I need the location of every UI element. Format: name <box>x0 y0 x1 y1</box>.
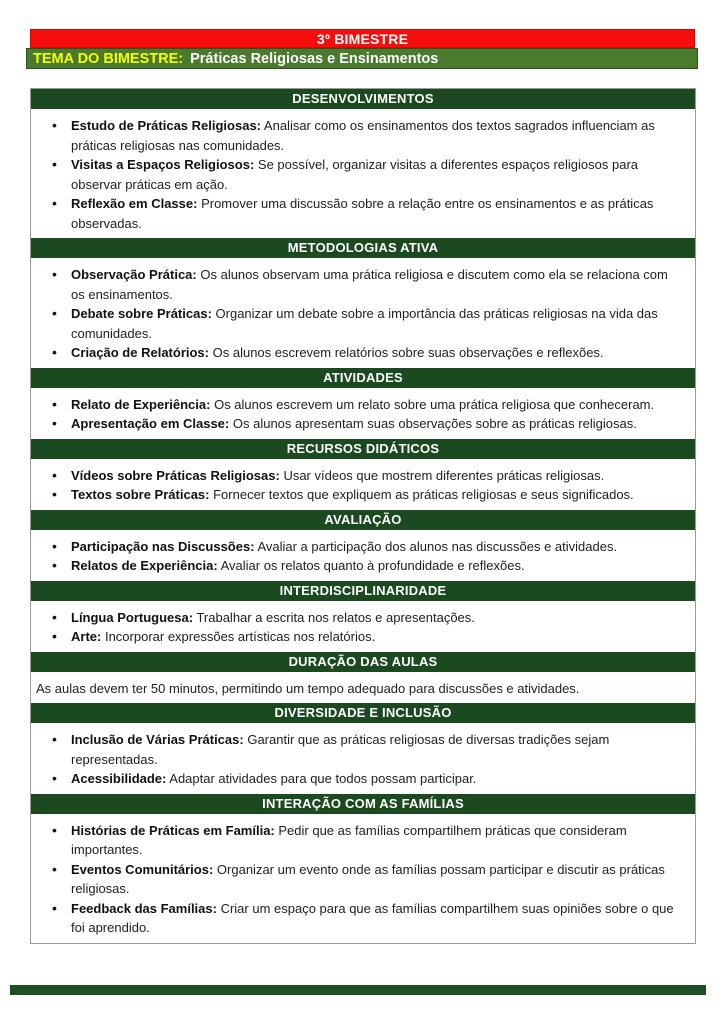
item-text: Os alunos observam uma prática religiosa e discutem como ela se relaciona com os ensinamentos. <box>71 267 668 302</box>
item-text: Pedir que as famílias compartilhem práticas que consideram importantes. <box>71 822 627 857</box>
list-item <box>31 304 685 343</box>
list-item <box>31 730 685 769</box>
footer-bar <box>10 985 706 995</box>
bullet-list <box>31 608 685 647</box>
list-item <box>31 769 685 789</box>
list-item <box>31 485 685 505</box>
theme-value: Práticas Religiosas e Ensinamentos <box>190 50 439 67</box>
section-header: RECURSOS DIDÁTICOS <box>31 439 695 459</box>
list-item <box>31 899 685 938</box>
item-label: Textos sobre Práticas: <box>71 487 210 502</box>
list-item <box>31 414 685 434</box>
item-label: Vídeos sobre Práticas Religiosas: <box>71 467 280 483</box>
section-header: AVALIAÇÃO <box>31 510 695 530</box>
section-content <box>31 672 695 704</box>
item-label: Debate sobre Práticas: <box>71 306 212 321</box>
item-text: Os alunos apresentam suas observações sobre as práticas religiosas. <box>232 416 637 431</box>
theme-bar <box>26 48 698 69</box>
section-paragraph: As aulas devem ter 50 minutos, permitindo um tempo adequado para discussões e atividades. <box>36 680 580 696</box>
item-label: Criação de Relatórios: <box>71 345 209 360</box>
item-text: Avaliar os relatos quanto à profundidade e reflexões. <box>220 558 525 573</box>
list-item <box>31 395 685 415</box>
list-item <box>31 265 685 304</box>
item-text: Fornecer textos que expliquem as práticas religiosas e seus significados. <box>213 487 634 502</box>
bullet-list <box>31 116 685 233</box>
item-text: Se possível, organizar visitas a diferentes espaços religiosos para observar práticas em ação. <box>71 157 639 192</box>
item-text: Os alunos escrevem relatórios sobre suas observações e reflexões. <box>212 345 604 360</box>
item-text: Analisar como os ensinamentos dos textos sagrados influenciam as práticas religiosas nas comunidades. <box>71 118 655 153</box>
bullet-list <box>31 821 685 938</box>
list-item <box>31 343 685 363</box>
item-text: Trabalhar a escrita nos relatos e apresentações. <box>196 609 475 625</box>
item-label: Histórias de Práticas em Família: <box>71 822 275 838</box>
bimester-title: 3º BIMESTRE <box>316 30 409 47</box>
bullet-list <box>31 730 685 789</box>
section-content <box>31 258 695 368</box>
section-header: ATIVIDADES <box>31 368 695 388</box>
section-header: DURAÇÃO DAS AULAS <box>31 652 695 672</box>
item-label: Acessibilidade: <box>71 771 167 786</box>
item-text: Promover uma discussão sobre a relação entre os ensinamentos e as práticas observadas. <box>71 196 654 231</box>
list-item <box>31 537 685 557</box>
bullet-list <box>31 395 685 434</box>
item-label: Inclusão de Várias Práticas: <box>71 732 244 747</box>
item-text: Incorporar expressões artísticas nos relatórios. <box>104 629 376 644</box>
list-item <box>31 627 685 647</box>
list-item <box>31 466 685 486</box>
item-label: Eventos Comunitários: <box>71 861 214 877</box>
item-text: Organizar um debate sobre a importância das práticas religiosas na vida das comunidades. <box>71 306 658 341</box>
item-text: Avaliar a participação dos alunos nas discussões e atividades. <box>257 538 618 554</box>
section-content <box>31 723 695 794</box>
list-item <box>31 155 685 194</box>
section-content <box>31 530 695 581</box>
section-header: DIVERSIDADE E INCLUSÃO <box>31 703 695 723</box>
section-header: INTERAÇÃO COM AS FAMÍLIAS <box>31 794 695 814</box>
section-header: DESENVOLVIMENTOS <box>31 89 695 109</box>
theme-label: TEMA DO BIMESTRE: <box>33 50 184 67</box>
item-label: Relatos de Experiência: <box>71 558 218 573</box>
item-label: Feedback das Famílias: <box>71 900 217 916</box>
list-item <box>31 556 685 576</box>
item-label: Língua Portuguesa: <box>71 609 194 625</box>
item-text: Garantir que as práticas religiosas de diversas tradições sejam representadas. <box>71 732 610 767</box>
item-label: Apresentação em Classe: <box>71 416 230 431</box>
list-item <box>31 860 685 899</box>
bimester-title-bar <box>30 29 695 48</box>
list-item <box>31 194 685 233</box>
item-label: Participação nas Discussões: <box>71 538 255 554</box>
item-label: Visitas a Espaços Religiosos: <box>71 157 255 172</box>
item-text: Criar um espaço para que as famílias compartilhem suas opiniões sobre o que foi aprendido. <box>71 900 674 935</box>
section-header: METODOLOGIAS ATIVA <box>31 238 695 258</box>
lesson-plan-box <box>30 88 696 944</box>
item-text: Adaptar atividades para que todos possam participar. <box>169 771 477 786</box>
section-header: INTERDISCIPLINARIDADE <box>31 581 695 601</box>
bullet-list <box>31 265 685 363</box>
item-text: Os alunos escrevem um relato sobre uma prática religiosa que conheceram. <box>214 396 655 412</box>
section-content <box>31 601 695 652</box>
item-label: Arte: <box>71 629 102 644</box>
item-text: Usar vídeos que mostrem diferentes práticas religiosas. <box>283 467 605 483</box>
section-content <box>31 459 695 510</box>
bullet-list <box>31 537 685 576</box>
list-item <box>31 608 685 628</box>
item-text: Organizar um evento onde as famílias possam participar e discutir as práticas religiosas. <box>71 861 665 896</box>
item-label: Observação Prática: <box>71 267 197 282</box>
section-content <box>31 109 695 238</box>
list-item <box>31 116 685 155</box>
item-label: Reflexão em Classe: <box>71 196 198 211</box>
bullet-list <box>31 466 685 505</box>
section-content <box>31 814 695 943</box>
item-label: Relato de Experiência: <box>71 396 211 412</box>
item-label: Estudo de Práticas Religiosas: <box>71 118 262 133</box>
list-item <box>31 821 685 860</box>
section-content <box>31 388 695 439</box>
